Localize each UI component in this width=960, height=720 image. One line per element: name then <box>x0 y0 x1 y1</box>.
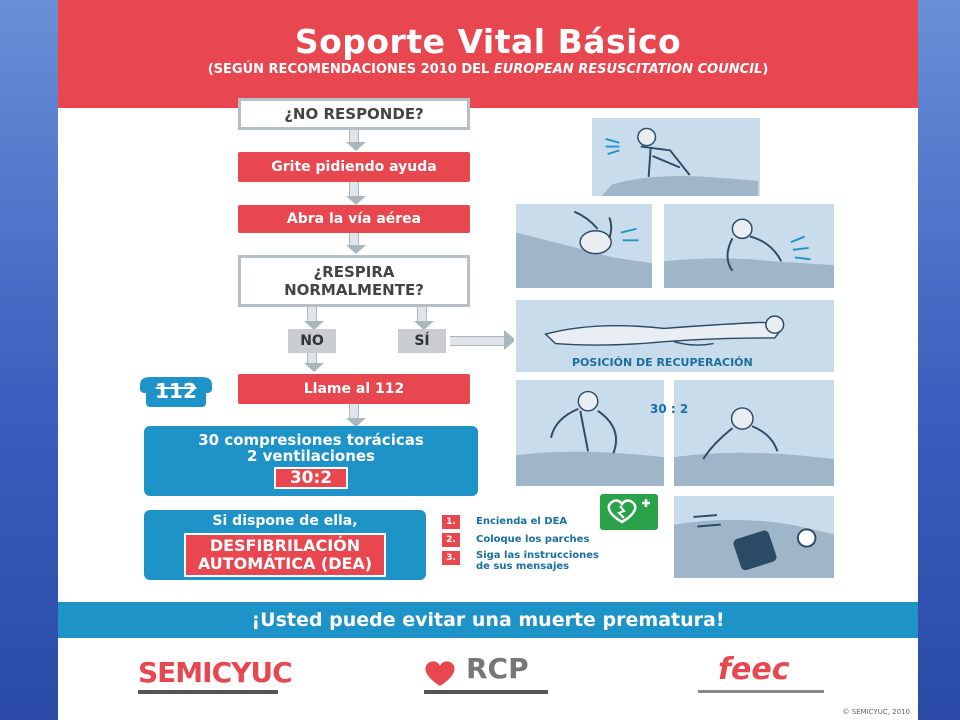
phone-number: 112 <box>155 379 197 403</box>
arrow-1 <box>346 130 362 151</box>
ratio-badge: 30:2 <box>274 467 348 489</box>
logo-rcp: RCP <box>466 652 529 685</box>
abra-box: Abra la vía aérea <box>238 205 470 233</box>
no-responde-box: ¿NO RESPONDE? <box>238 98 470 130</box>
logo-feec-underline <box>698 690 824 693</box>
slogan-band: ¡Usted puede evitar una muerte prematura! <box>58 602 918 638</box>
respira-box <box>238 255 470 307</box>
compresiones-line1: 30 compresiones torácicas <box>198 431 424 449</box>
dea-box <box>144 510 426 580</box>
dea-line3: AUTOMÁTICA (DEA) <box>197 554 373 573</box>
illus-aed <box>672 494 836 580</box>
arrow-5 <box>346 404 362 427</box>
logo-feec: feec <box>718 652 790 687</box>
compresiones-box <box>144 426 478 496</box>
arrow-3 <box>346 233 362 254</box>
dea-badge <box>184 533 386 577</box>
poster <box>58 0 918 720</box>
illus-ventilation <box>650 378 836 488</box>
copyright: © SEMICYUC, 2010 <box>842 708 910 716</box>
logo-semicyuc: SEMICYUC <box>138 656 292 689</box>
recovery-label: POSICIÓN DE RECUPERACIÓN <box>572 356 753 369</box>
step-text-3-line2: de sus mensajes <box>476 561 570 572</box>
step-text-3-line1: Siga las instrucciones <box>476 550 599 561</box>
ratio-label: 30 : 2 <box>650 402 689 416</box>
no-box: NO <box>288 329 336 353</box>
logo-rcp-underline <box>424 690 548 694</box>
step-num-1: 1. <box>442 515 460 529</box>
arrow-2 <box>346 182 362 205</box>
respira-line1: ¿RESPIRA <box>313 263 395 281</box>
si-box: SÍ <box>398 329 446 353</box>
illus-compressions <box>514 378 666 488</box>
respira-line2: NORMALMENTE? <box>284 281 424 299</box>
step-text-1: Encienda el DEA <box>476 516 568 527</box>
illus-open-airway <box>514 202 654 290</box>
dea-line2: DESFIBRILACIÓN <box>209 536 361 555</box>
header-band <box>58 0 918 108</box>
llame-box: Llame al 112 <box>238 374 470 404</box>
poster-subtitle <box>58 62 918 77</box>
compresiones-line2: 2 ventilaciones <box>247 447 375 465</box>
logo-semicyuc-underline <box>138 690 278 694</box>
step-num-3: 3. <box>442 551 460 565</box>
arrow-no <box>304 307 320 330</box>
step-text-3 <box>476 550 599 572</box>
step-num-2: 2. <box>442 533 460 547</box>
illus-check-response <box>590 116 762 198</box>
arrow-si <box>414 307 430 330</box>
aed-sign-icon <box>600 494 658 530</box>
phone-112-icon <box>136 375 216 409</box>
illus-check-breathing <box>662 202 836 290</box>
illus-recovery-position <box>514 298 836 374</box>
poster-title: Soporte Vital Básico <box>294 22 682 61</box>
subtitle-suffix: ) <box>762 62 769 77</box>
heart-logo-icon <box>420 658 460 688</box>
dea-line1: Si dispone de ella, <box>212 513 358 529</box>
arrow-4 <box>304 353 320 372</box>
grite-box: Grite pidiendo ayuda <box>238 152 470 182</box>
subtitle-italic: EUROPEAN RESUSCITATION COUNCIL <box>493 62 763 77</box>
step-text-2: Coloque los parches <box>476 534 590 545</box>
arrow-si-recovery-shaft <box>450 336 504 346</box>
subtitle-prefix: (SEGÚN RECOMENDACIONES 2010 DEL <box>207 62 494 77</box>
